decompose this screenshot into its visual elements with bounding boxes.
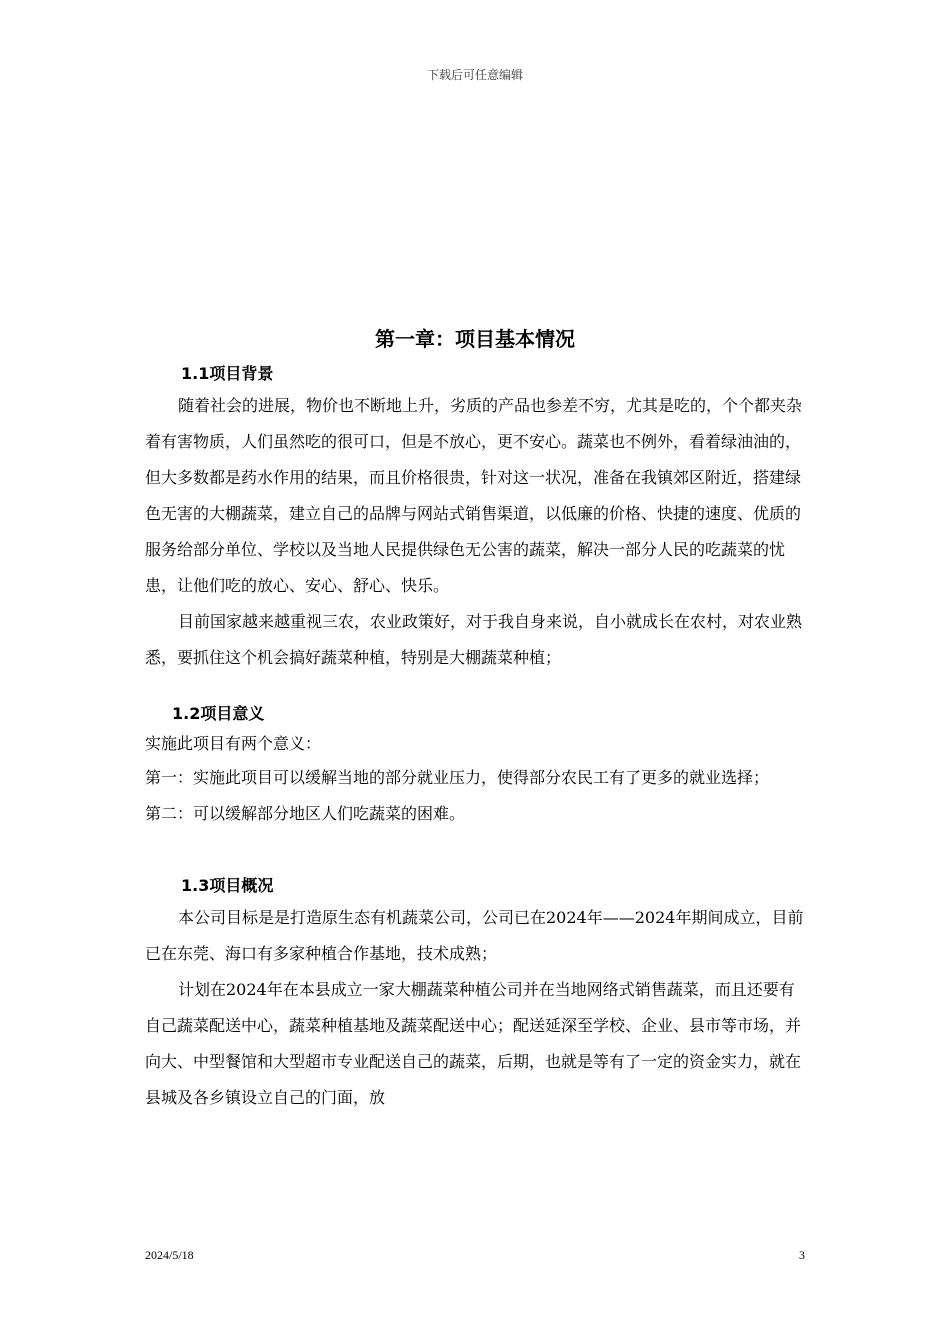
section-heading-overview: 1.3项目概况 [181,876,274,895]
page-number: 3 [799,1248,805,1262]
document-body [145,360,810,1116]
chapter-title: 第一章：项目基本情况 [375,327,575,351]
paragraph: 计划在2024年在本县成立一家大棚蔬菜种植公司并在当地网络式销售蔬菜，而且还要有自己蔬菜配送中心，蔬菜种植基地及蔬菜配送中心；配送延深至学校、企业、县市等市场，并向大、中型餐馆和大型超市专业配送自己的蔬菜，后期，也就是等有了一定的资金实力，就在县城及各乡镇设立自己的门面，放 [145,980,802,1107]
paragraph: 本公司目标是是打造原生态有机蔬菜公司，公司已在2024年——2024年期间成立，目前已在东莞、海口有多家种植合作基地，技术成熟； [145,908,804,963]
header-note: 下载后可任意编辑 [426,68,523,82]
footer-date: 2024/5/18 [145,1248,194,1262]
paragraph: 第一：实施此项目可以缓解当地的部分就业压力，使得部分农民工有了更多的就业选择； [145,768,770,787]
paragraph: 实施此项目有两个意义： [145,734,322,753]
paragraph: 随着社会的进展，物价也不断地上升，劣质的产品也参差不穷，尤其是吃的，个个都夹杂着有害物质，人们虽然吃的很可口，但是不放心，更不安心。蔬菜也不例外，看着绿油油的，但大多数都是药水作用的结果，而且价格很贵，针对这一状况，准备在我镇郊区附近，搭建绿色无害的大棚蔬菜，建立自己的品牌与网站式销售渠道，以低廉的价格、快捷的速度、优质的服务给部分单位、学校以及当地人民提供绿色无公害的蔬菜，解决一部分人民的吃蔬菜的忧患，让他们吃的放心、安心、舒心、快乐。 [145,396,803,595]
paragraph: 第二：可以缓解部分地区人们吃蔬菜的困难。 [145,804,466,823]
section-heading-significance: 1.2项目意义 [172,704,265,723]
paragraph: 目前国家越来越重视三农，农业政策好，对于我自身来说，自小就成长在农村，对农业熟悉，要抓住这个机会搞好蔬菜种植，特别是大棚蔬菜种植； [145,612,803,667]
section-heading-background: 1.1项目背景 [181,364,274,383]
